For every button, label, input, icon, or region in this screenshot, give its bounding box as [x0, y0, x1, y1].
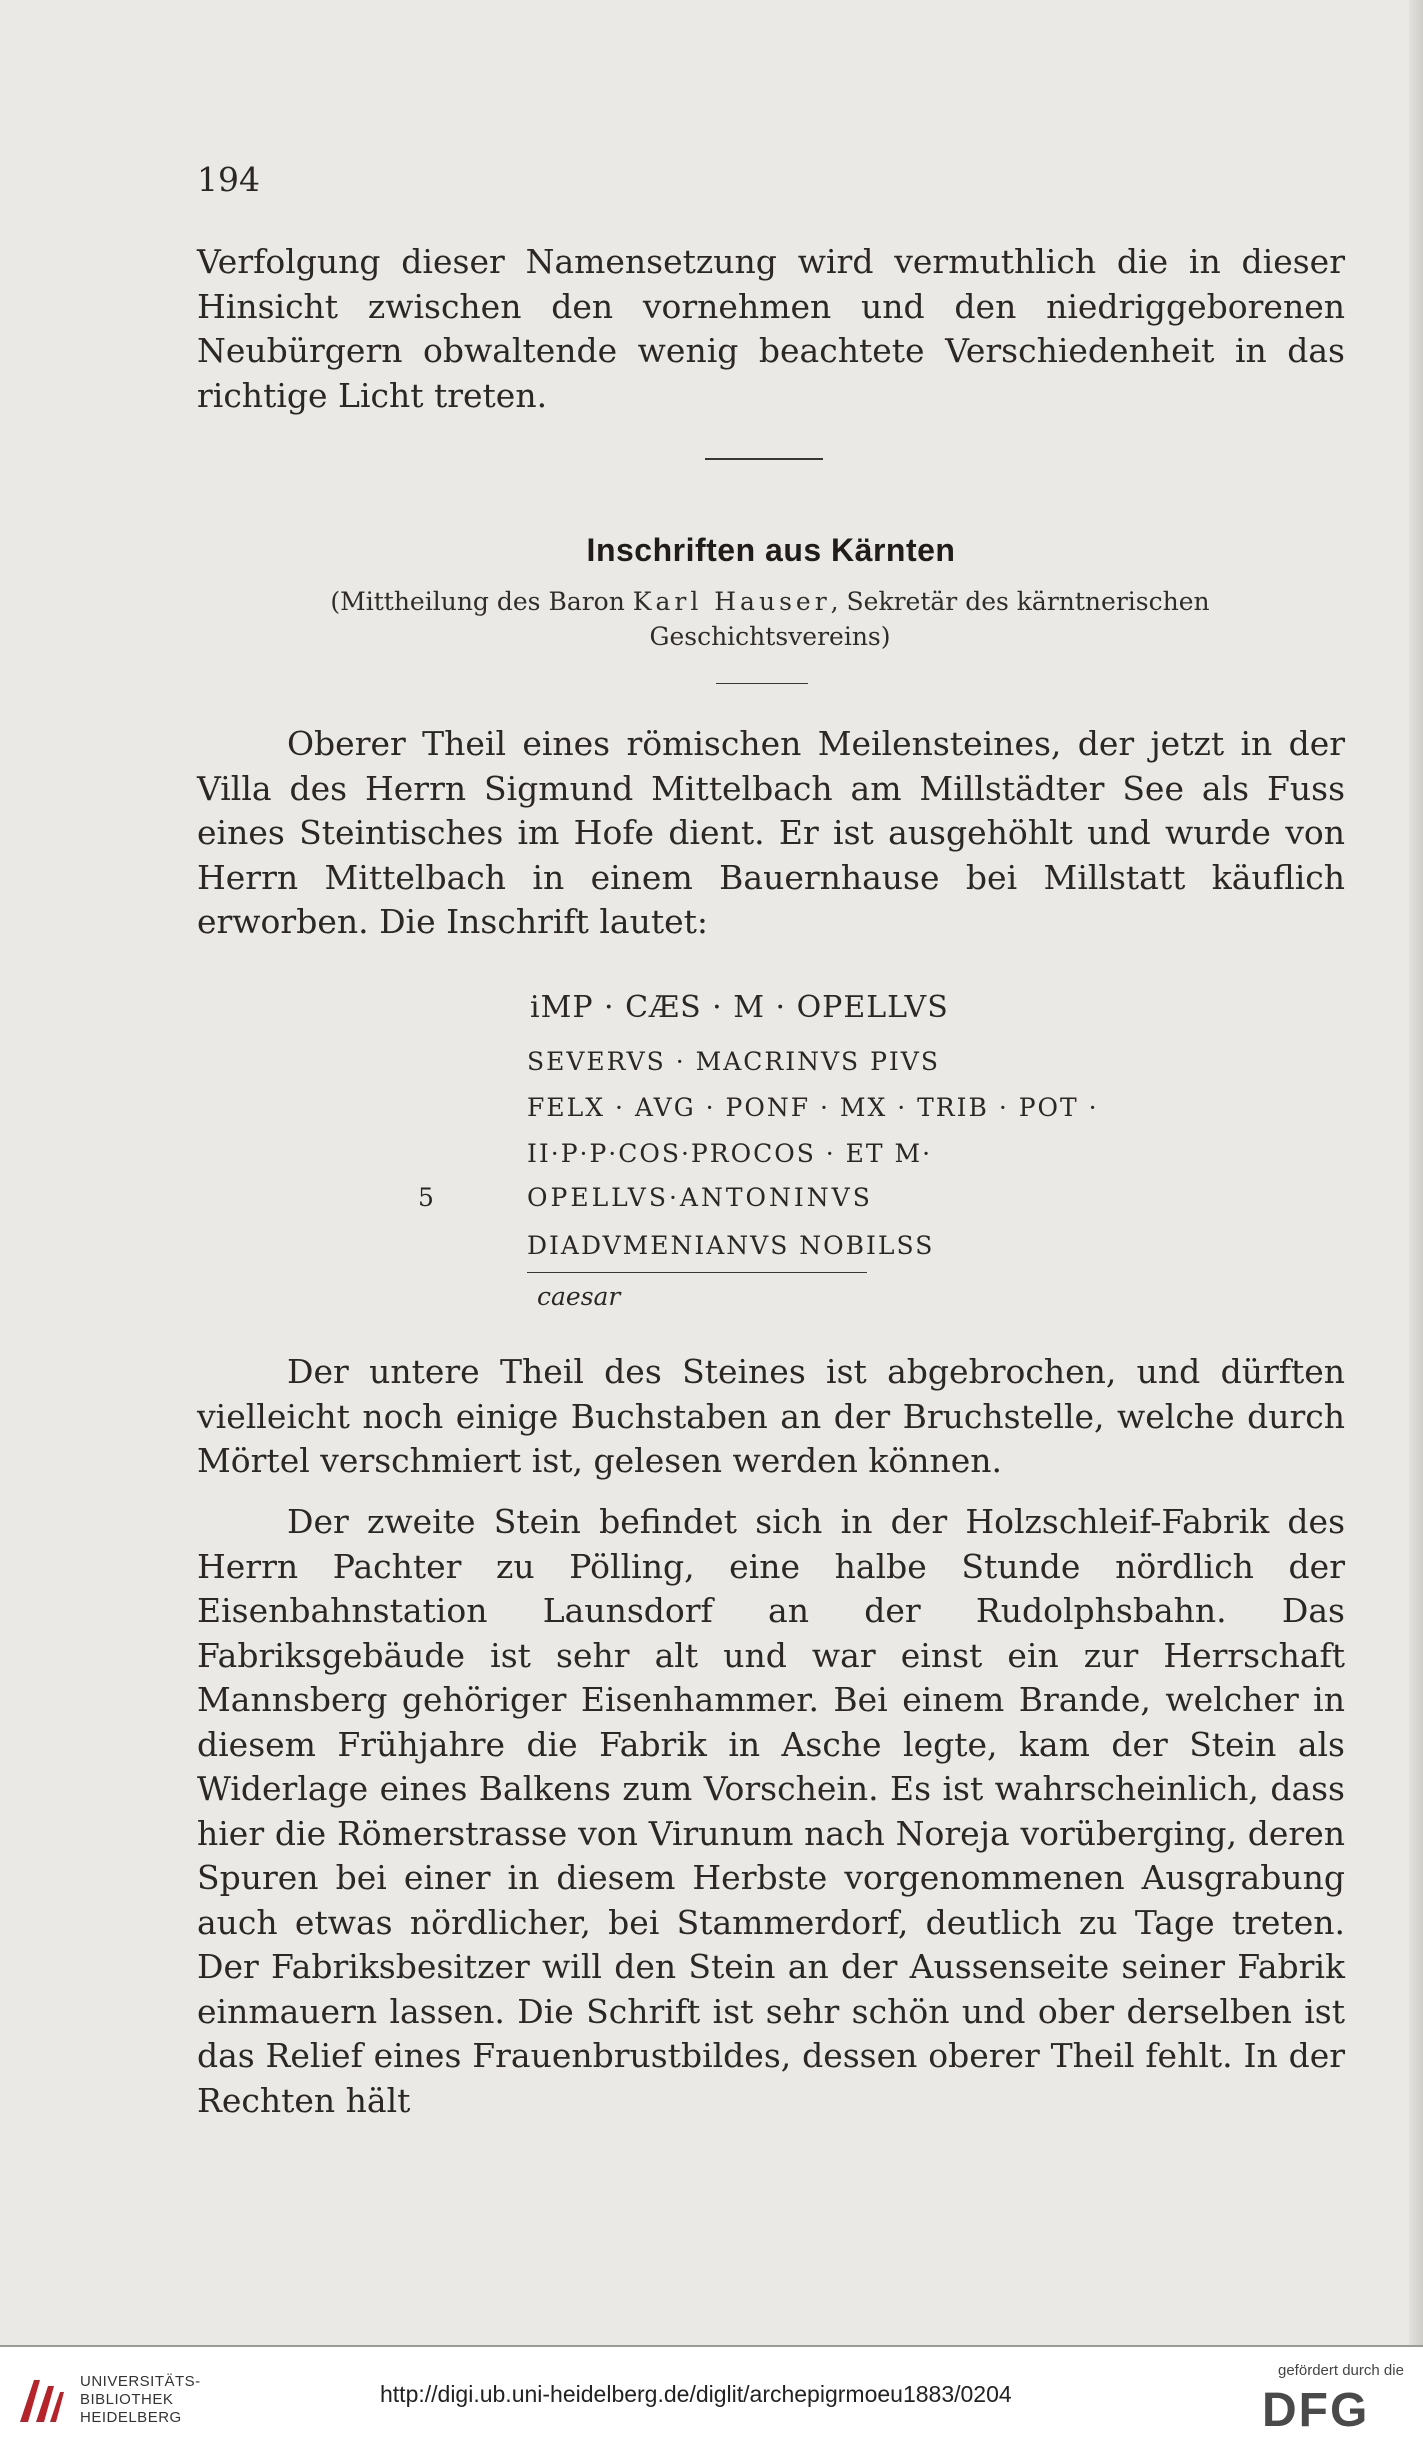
footer-separator — [0, 2345, 1423, 2347]
page-edge-shadow — [1409, 0, 1423, 2345]
section-heading: Inschriften aus Kärnten — [586, 532, 956, 568]
paragraph-second-stone: Der zweite Stein befindet sich in der Holzschleif-Fabrik des Herrn Pachter zu Pölling, eine halbe Stunde nördlich der Eisenbahnstation Launsdorf an der Rudolphsbahn. Das Fabriksgebäude ist sehr alt und war einst ein zur Herrschaft Mannsberg gehöriger Eisenhammer. Bei einem Brande, welcher in diesem Frühjahre die Fabrik in Asche legte, kam der Stein als Widerlage eines Balkens zum Vorschein. Es ist wahrscheinlich, dass hier die Römerstrasse von Virunum nach Noreja vorüberging, deren Spuren bei einer in diesem Herbste vorgenommenen Ausgrabung auch etwas nördlicher, bei Stammerdorf, deutlich zu Tage treten. Der Fabriksbesitzer will den Stein an der Aussenseite seiner Fabrik einmauern lassen. Die Schrift ist sehr schön und ober derselben ist das Relief eines Frauenbrustbildes, dessen oberer Theil fehlt. In der Rechten hält — [197, 1502, 1345, 2120]
inscription-line-number: 5 — [418, 1183, 434, 1212]
section-subheading — [270, 584, 1270, 654]
inscription-line-5: OPELLVS·ANTONINVS — [527, 1183, 873, 1212]
inscription-line-3: FELX · AVG · PONF · MX · TRIB · POT · — [527, 1093, 1099, 1122]
author-name: Karl Hauser — [632, 587, 831, 616]
inscription-line-1: iMP · CÆS · M · OPELLVS — [530, 990, 949, 1025]
inscription-line-6: DIADVMENIANVS NOBILSS — [527, 1231, 935, 1260]
paragraph-first-stone: Oberer Theil eines römischen Meilensteines, der jetzt in der Villa des Herrn Sigmund Mittelbach am Millstädter See als Fuss eines Steintisches im Hofe dient. Er ist ausgehöhlt und wurde von Herrn Mittelbach in einem Bauernhause bei Millstatt käuflich erworben. Die Inschrift lautet: — [197, 724, 1345, 941]
dfg-logo: DFG — [1262, 2384, 1370, 2437]
funding-note: gefördert durch die — [1278, 2362, 1404, 2379]
subheading-suffix: , Sekretär des kärntnerischen Geschichtsvereins) — [649, 587, 1210, 651]
library-name-line-2: BIBLIOTHEK — [80, 2391, 174, 2408]
inscription-break-line — [527, 1272, 867, 1273]
permalink-url[interactable]: http://digi.ub.uni-heidelberg.de/diglit/archepigrmoeu1883/0204 — [380, 2381, 1012, 2407]
section-divider — [705, 458, 823, 460]
inscription-line-2: SEVERVS · MACRINVS PIVS — [527, 1047, 940, 1076]
paragraph-lower-part: Der untere Theil des Steines ist abgebrochen, und dürften vielleicht noch einige Buchstaben an der Bruchstelle, welche durch Mörtel verschmiert ist, gelesen werden können. — [197, 1352, 1345, 1480]
inscription-line-4: II·P·P·COS·PROCOS · ET M· — [527, 1139, 933, 1168]
subheading-prefix: (Mittheilung des Baron — [330, 587, 633, 616]
paragraph-continuation: Verfolgung dieser Namensetzung wird vermuthlich die in dieser Hinsicht zwischen den vornehmen und den niedriggeborenen Neubürgern obwaltende wenig beachtete Verschiedenheit in das richtige Licht treten. — [197, 242, 1345, 415]
inscription-italic-reading: caesar — [537, 1282, 621, 1311]
library-name-line-3: HEIDELBERG — [80, 2409, 182, 2426]
library-name-line-1: UNIVERSITÄTS- — [80, 2373, 201, 2390]
subheading-divider — [716, 683, 808, 684]
page-number: 194 — [197, 160, 260, 199]
university-logo-icon — [14, 2372, 66, 2428]
